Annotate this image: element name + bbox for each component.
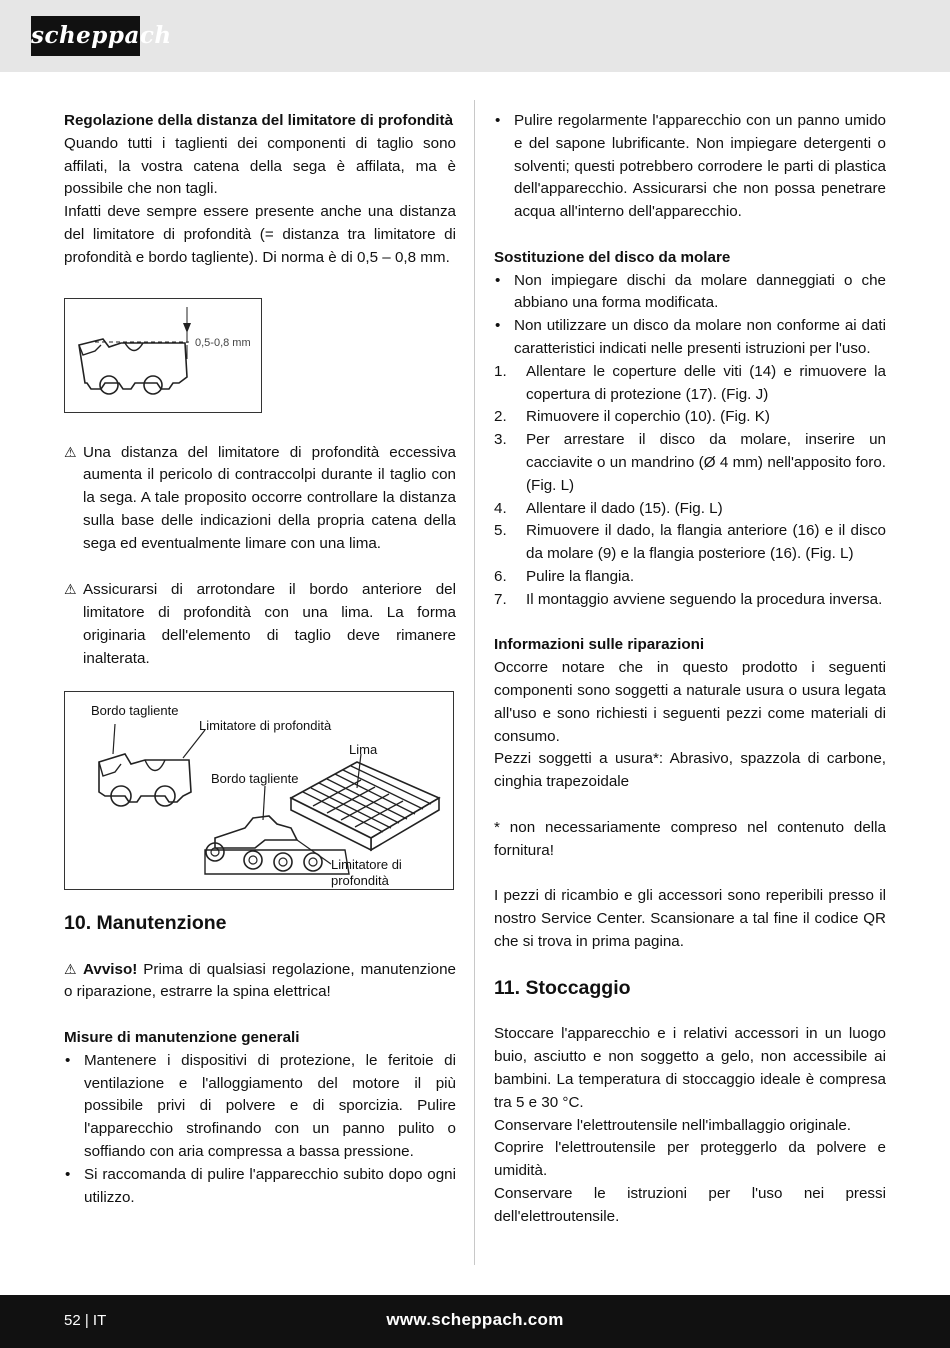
- step-item: [494, 566, 886, 589]
- depth-limiter-paragraph-1: Quando tutti i taglienti dei componenti di taglio sono affilati, la vostra catena della sega è affilata, ma è possibile che non tagli.: [64, 134, 456, 198]
- warning-excessive-depth: [64, 441, 456, 556]
- label-cutting-edge-top: Bordo tagliente: [91, 702, 179, 718]
- label-cutting-edge-bottom: Bordo tagliente: [211, 770, 299, 786]
- website-link[interactable]: www.scheppach.com: [386, 1310, 564, 1329]
- warning-round-edge-text: Assicurarsi di arrotondare il bordo anteriore del limitatore di profondità con una lima. La forma originaria dell'elemento di taglio deve rimanere inalterata.: [83, 581, 456, 667]
- step-item: [494, 361, 886, 407]
- disc-replacement-title: Sostituzione del disco da molare: [494, 248, 731, 266]
- page-header: [0, 0, 950, 72]
- chain-link-illustration: [65, 299, 261, 412]
- figure-depth-gauge: [64, 298, 262, 413]
- step-number: 4.: [494, 499, 507, 517]
- warning-unplug-text: Prima di qualsiasi regolazione, manutenzione o riparazione, estrarre la spina elettrica!: [64, 960, 456, 1001]
- depth-gauge-label: 0,5-0,8 mm: [195, 336, 251, 349]
- storage-paragraph-2: Conservare l'elettroutensile nell'imballaggio originale.: [494, 1116, 851, 1134]
- step-number: 2.: [494, 408, 507, 426]
- storage-paragraph-3: Coprire l'elettroutensile per proteggerlo da polvere e umidità.: [494, 1139, 886, 1180]
- storage-paragraph-1: Stoccare l'apparecchio e i relativi accessori in un luogo buio, asciutto e non soggetto a gelo, non accessibile ai bambini. La temperatura di stoccaggio ideale è compresa tra 5 e 30 °C.: [494, 1025, 886, 1111]
- repair-paragraph-1: Occorre notare che in questo prodotto i seguenti componenti sono soggetti a naturale usura o usura legata all'uso e sono richiesti i seguenti pezzi come materiali di consumo.: [494, 659, 886, 745]
- step-item: [494, 520, 886, 566]
- general-maintenance-list: [64, 1050, 456, 1210]
- step-number: 3.: [494, 431, 507, 449]
- step-item: [494, 429, 886, 497]
- page-number: 52 | IT: [64, 1312, 107, 1329]
- warning-unplug: [64, 958, 456, 1005]
- step-text: Per arrestare il disco da molare, inserire un cacciavite o un mandrino (Ø 4 mm) nell'apposito foro. (Fig. L): [526, 431, 886, 494]
- step-number: 6.: [494, 567, 507, 585]
- step-text: Allentare le coperture delle viti (14) e rimuovere la copertura di protezione (17). (Fig. J): [526, 362, 886, 403]
- list-item: • Pulire regolarmente l'apparecchio con un panno umido e del sapone lubrificante. Non impiegare detergenti o solventi; questi potrebbero corrodere le parti di plastica dell'apparecchio. Assicurarsi che non possa penetrare acqua all'interno dell'apparecchio.: [494, 110, 886, 224]
- left-column: [64, 110, 456, 1209]
- column-divider: [474, 100, 475, 1265]
- warning-triangle-icon: ⚠: [64, 443, 77, 460]
- label-depth-limiter-top: Limitatore di profondità: [199, 717, 332, 733]
- warning-triangle-icon: ⚠: [64, 581, 77, 598]
- repair-note: * non necessariamente compreso nel contenuto della fornitura!: [494, 818, 886, 859]
- step-item: [494, 589, 886, 612]
- general-maintenance-title: Misure di manutenzione generali: [64, 1028, 300, 1046]
- section-10-title: 10. Manutenzione: [64, 911, 227, 934]
- section-11-title: 11. Stoccaggio: [494, 977, 631, 1000]
- list-item: • Non impiegare dischi da molare danneggiati o che abbiano una forma modificata.: [494, 270, 886, 316]
- list-item: • Si raccomanda di pulire l'apparecchio subito dopo ogni utilizzo.: [64, 1164, 456, 1210]
- step-item: [494, 498, 886, 521]
- figure-filing-diagram: [64, 691, 454, 890]
- warning-excessive-depth-text: Una distanza del limitatore di profondità eccessiva aumenta il pericolo di contraccolpi durante il taglio con la sega. A tale proposito occorre controllare la distanza sulla base delle indicazioni della propria catena della sega ed eventualmente limare con una lima.: [83, 443, 456, 552]
- page-footer: [0, 1295, 950, 1348]
- disc-steps: [494, 361, 886, 612]
- warning-triangle-icon: ⚠: [64, 960, 77, 977]
- repair-info-title: Informazioni sulle riparazioni: [494, 636, 705, 654]
- depth-limiter-title: Regolazione della distanza del limitatore di profondità: [64, 112, 454, 129]
- step-text: Allentare il dado (15). (Fig. L): [526, 499, 723, 517]
- scheppach-logo: scheppach: [31, 16, 140, 56]
- storage-paragraph-4: Conservare le istruzioni per l'uso nei pressi dell'elettroutensile.: [494, 1185, 886, 1225]
- label-depth-limiter-bottom-1: Limitatore di: [331, 856, 402, 872]
- label-depth-limiter-bottom-2: profondità: [331, 872, 389, 888]
- depth-limiter-paragraph-2: Infatti deve sempre essere presente anche una distanza del limitatore di profondità (= distanza tra limitatore di profondità e bordo tagliente). Di norma è di 0,5 – 0,8 mm.: [64, 203, 456, 266]
- disc-bullets: [494, 270, 886, 361]
- step-text: Rimuovere il dado, la flangia anteriore (16) e il disco da molare (9) e la flangia posteriore (16). (Fig. L): [526, 522, 886, 563]
- step-text: Pulire la flangia.: [526, 567, 635, 585]
- list-item: • Mantenere i dispositivi di protezione, le feritoie di ventilazione e l'alloggiamento del motore il più possibile privi di polvere e di sporcizia. Pulire l'apparecchio strofinando con un panno pulito o soffiando con aria compressa a bassa pressione.: [64, 1050, 456, 1164]
- cleaning-list: [494, 110, 886, 224]
- warning-round-edge: [64, 578, 456, 670]
- step-text: Rimuovere il coperchio (10). (Fig. K): [526, 408, 770, 426]
- repair-paragraph-2: Pezzi soggetti a usura*: Abrasivo, spazzola di carbone, cinghia trapezoidale: [494, 750, 886, 791]
- right-column: [494, 110, 886, 1229]
- list-item: • Non utilizzare un disco da molare non conforme ai dati caratteristici indicati nelle presenti istruzioni per l'uso.: [494, 315, 886, 361]
- step-number: 7.: [494, 590, 507, 608]
- label-file: Lima: [349, 741, 378, 757]
- step-item: [494, 406, 886, 429]
- repair-paragraph-3: I pezzi di ricambio e gli accessori sono reperibili presso il nostro Service Center. Scansionare a tal fine il codice QR che si trova in prima pagina.: [494, 887, 886, 950]
- step-number: 5.: [494, 522, 507, 540]
- warning-unplug-bold: Avviso!: [83, 960, 138, 978]
- step-number: 1.: [494, 362, 507, 380]
- step-text: Il montaggio avviene seguendo la procedura inversa.: [526, 590, 883, 608]
